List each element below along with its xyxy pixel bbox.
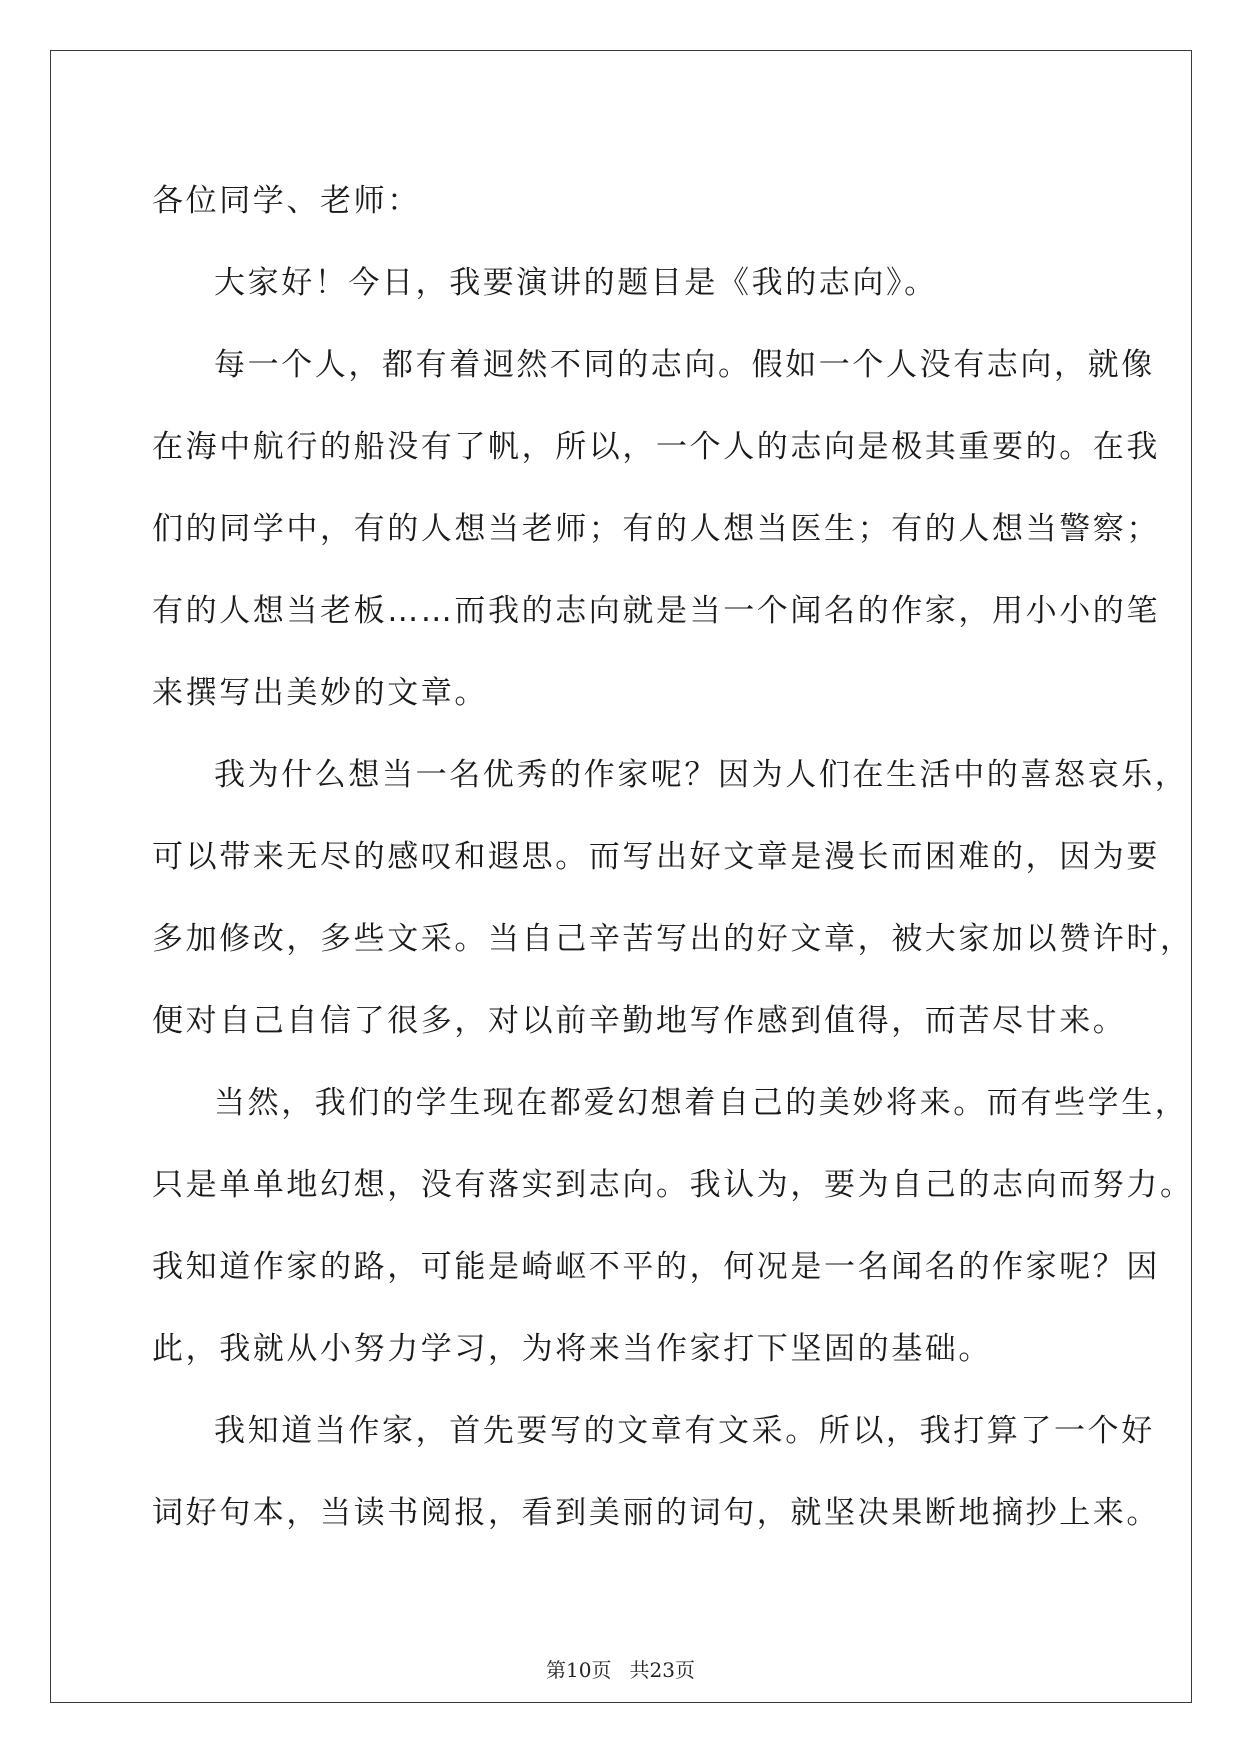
text-line: 当然，我们的学生现在都爱幻想着自己的美妙将来。而有些学生，: [214, 1085, 1189, 1121]
page-total: 共23页: [629, 1658, 695, 1682]
page-number: 第10页: [546, 1658, 612, 1682]
text-line: 词好句本，当读书阅报，看到美丽的词句，就坚决果断地摘抄上来。: [152, 1495, 1160, 1531]
text-line: 各位同学、老师：: [152, 183, 421, 219]
text-line: 此，我就从小努力学习，为将来当作家打下坚固的基础。: [152, 1331, 992, 1367]
text-line: 大家好！今日，我要演讲的题目是《我的志向》。: [214, 265, 938, 301]
text-line: 我知道当作家，首先要写的文章有文采。所以，我打算了一个好: [214, 1413, 1155, 1449]
text-line: 只是单单地幻想，没有落实到志向。我认为，要为自己的志向而努力。: [152, 1167, 1194, 1203]
page-footer: [0, 1654, 1241, 1683]
text-line: 有的人想当老板……而我的志向就是当一个闻名的作家，用小小的笔: [152, 593, 1160, 629]
text-line: 多加修改，多些文采。当自己辛苦写出的好文章，被大家加以赞许时，: [152, 921, 1194, 957]
text-line: 可以带来无尽的感叹和遐思。而写出好文章是漫长而困难的，因为要: [152, 839, 1160, 875]
text-line: 们的同学中，有的人想当老师；有的人想当医生；有的人想当警察；: [152, 511, 1160, 547]
document-body: [152, 160, 1194, 1554]
text-line: 我为什么想当一名优秀的作家呢？因为人们在生活中的喜怒哀乐，: [214, 757, 1189, 793]
text-line: 在海中航行的船没有了帆，所以，一个人的志向是极其重要的。在我: [152, 429, 1160, 465]
text-line: 每一个人，都有着迥然不同的志向。假如一个人没有志向，就像: [214, 347, 1155, 383]
text-line: 我知道作家的路，可能是崎岖不平的，何况是一名闻名的作家呢？因: [152, 1249, 1160, 1285]
text-line: 便对自己自信了很多，对以前辛勤地写作感到值得，而苦尽甘来。: [152, 1003, 1127, 1039]
text-line: 来撰写出美妙的文章。: [152, 675, 488, 711]
